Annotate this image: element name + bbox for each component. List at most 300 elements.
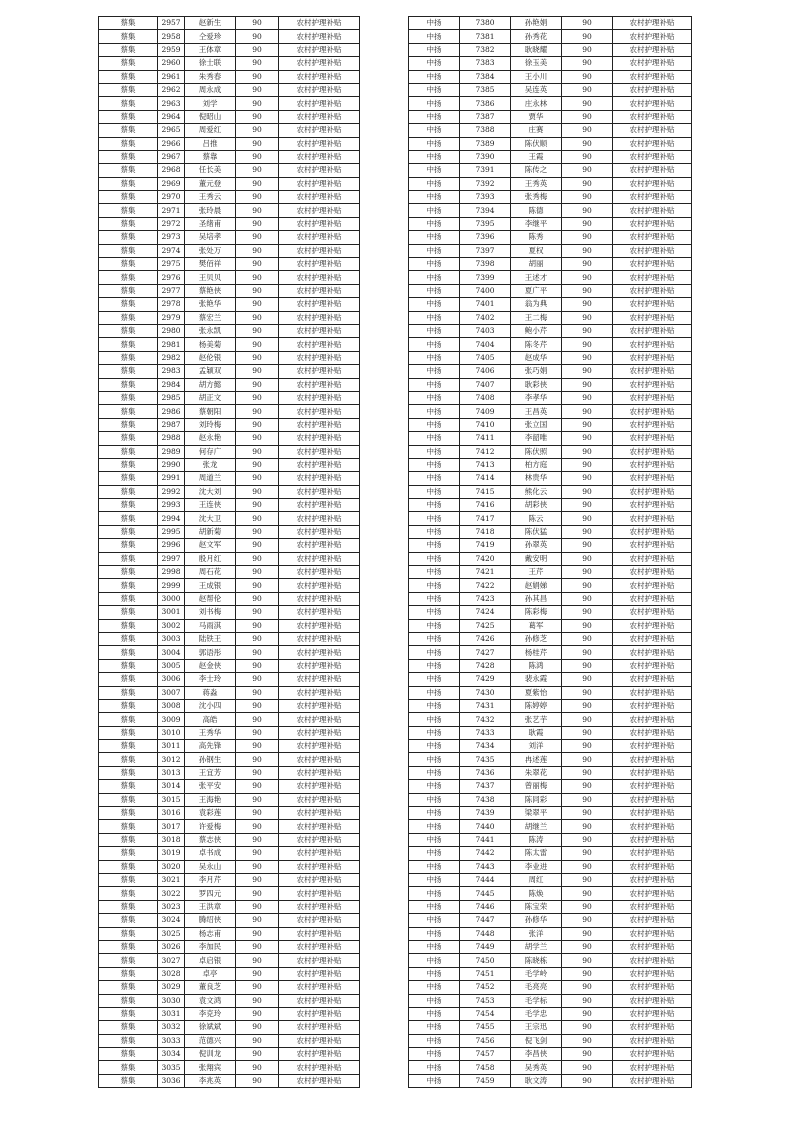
type-cell: 农村护理补贴 (613, 445, 692, 458)
table-row (409, 659, 692, 672)
town-cell: 中扬 (409, 217, 460, 230)
town-cell: 中扬 (409, 177, 460, 190)
amount-cell: 90 (236, 874, 279, 887)
table-row (409, 499, 692, 512)
id-cell: 2995 (158, 525, 185, 538)
amount-cell: 90 (236, 860, 279, 873)
type-cell: 农村护理补贴 (279, 472, 360, 485)
type-cell: 农村护理补贴 (279, 150, 360, 163)
type-cell: 农村护理补贴 (613, 324, 692, 337)
type-cell: 农村护理补贴 (613, 124, 692, 137)
amount-cell: 90 (236, 97, 279, 110)
town-cell: 蔡集 (99, 753, 158, 766)
id-cell: 7435 (460, 753, 511, 766)
name-cell: 高皓 (185, 713, 236, 726)
town-cell: 蔡集 (99, 981, 158, 994)
type-cell: 农村护理补贴 (279, 365, 360, 378)
id-cell: 3033 (158, 1034, 185, 1047)
name-cell: 周石花 (185, 566, 236, 579)
amount-cell: 90 (562, 940, 613, 953)
type-cell: 农村护理补贴 (279, 699, 360, 712)
town-cell: 蔡集 (99, 659, 158, 672)
amount-cell: 90 (236, 110, 279, 123)
name-cell: 梁翠平 (511, 807, 562, 820)
type-cell: 农村护理补贴 (613, 1007, 692, 1020)
table-row (99, 485, 360, 498)
amount-cell: 90 (562, 632, 613, 645)
amount-cell: 90 (236, 847, 279, 860)
amount-cell: 90 (562, 1048, 613, 1061)
id-cell: 7459 (460, 1074, 511, 1087)
table-row (409, 994, 692, 1007)
table-row (99, 365, 360, 378)
table-row (409, 204, 692, 217)
town-cell: 中扬 (409, 418, 460, 431)
name-cell: 林贵华 (511, 472, 562, 485)
name-cell: 吕推 (185, 137, 236, 150)
town-cell: 中扬 (409, 740, 460, 753)
id-cell: 7434 (460, 740, 511, 753)
name-cell: 徐斌斌 (185, 1021, 236, 1034)
table-row (409, 713, 692, 726)
town-cell: 蔡集 (99, 311, 158, 324)
type-cell: 农村护理补贴 (279, 164, 360, 177)
name-cell: 樊佰祥 (185, 258, 236, 271)
name-cell: 沈小四 (185, 699, 236, 712)
amount-cell: 90 (562, 713, 613, 726)
table-row (409, 445, 692, 458)
name-cell: 袁彩莲 (185, 807, 236, 820)
amount-cell: 90 (562, 298, 613, 311)
table-row (99, 632, 360, 645)
amount-cell: 90 (236, 30, 279, 43)
id-cell: 2969 (158, 177, 185, 190)
amount-cell: 90 (236, 445, 279, 458)
town-cell: 蔡集 (99, 1007, 158, 1020)
name-cell: 王小川 (511, 70, 562, 83)
name-cell: 李继平 (511, 217, 562, 230)
table-row (409, 874, 692, 887)
id-cell: 3022 (158, 887, 185, 900)
id-cell: 7449 (460, 940, 511, 953)
type-cell: 农村护理补贴 (613, 606, 692, 619)
type-cell: 农村护理补贴 (279, 231, 360, 244)
table-row (409, 191, 692, 204)
type-cell: 农村护理补贴 (613, 365, 692, 378)
type-cell: 农村护理补贴 (613, 17, 692, 30)
name-cell: 李孝华 (511, 391, 562, 404)
id-cell: 2973 (158, 231, 185, 244)
name-cell: 耿文涛 (511, 1074, 562, 1087)
town-cell: 蔡集 (99, 17, 158, 30)
type-cell: 农村护理补贴 (279, 499, 360, 512)
id-cell: 2988 (158, 432, 185, 445)
table-row (409, 552, 692, 565)
id-cell: 7431 (460, 699, 511, 712)
name-cell: 卓书成 (185, 847, 236, 860)
amount-cell: 90 (562, 191, 613, 204)
town-cell: 蔡集 (99, 1048, 158, 1061)
id-cell: 7410 (460, 418, 511, 431)
name-cell: 张翔宾 (185, 1061, 236, 1074)
name-cell: 倪飞剑 (511, 1034, 562, 1047)
name-cell: 赵永艳 (185, 432, 236, 445)
table-row (99, 177, 360, 190)
amount-cell: 90 (236, 967, 279, 980)
id-cell: 2977 (158, 284, 185, 297)
table-row (409, 686, 692, 699)
name-cell: 高先锋 (185, 740, 236, 753)
amount-cell: 90 (562, 83, 613, 96)
id-cell: 7445 (460, 887, 511, 900)
id-cell: 7417 (460, 512, 511, 525)
amount-cell: 90 (562, 673, 613, 686)
type-cell: 农村护理补贴 (613, 726, 692, 739)
id-cell: 3027 (158, 954, 185, 967)
town-cell: 蔡集 (99, 807, 158, 820)
id-cell: 7456 (460, 1034, 511, 1047)
id-cell: 3000 (158, 592, 185, 605)
type-cell: 农村护理补贴 (279, 686, 360, 699)
id-cell: 7411 (460, 432, 511, 445)
id-cell: 3018 (158, 833, 185, 846)
type-cell: 农村护理补贴 (279, 445, 360, 458)
type-cell: 农村护理补贴 (613, 981, 692, 994)
town-cell: 蔡集 (99, 566, 158, 579)
town-cell: 中扬 (409, 124, 460, 137)
type-cell: 农村护理补贴 (279, 30, 360, 43)
name-cell: 曾丽梅 (511, 780, 562, 793)
town-cell: 中扬 (409, 311, 460, 324)
table-row (99, 124, 360, 137)
table-row (99, 539, 360, 552)
name-cell: 蔡朝阳 (185, 405, 236, 418)
table-row (409, 405, 692, 418)
table-row (409, 164, 692, 177)
name-cell: 胡方懿 (185, 378, 236, 391)
town-cell: 中扬 (409, 874, 460, 887)
id-cell: 7430 (460, 686, 511, 699)
town-cell: 蔡集 (99, 740, 158, 753)
id-cell: 3029 (158, 981, 185, 994)
town-cell: 中扬 (409, 97, 460, 110)
name-cell: 张处万 (185, 244, 236, 257)
type-cell: 农村护理补贴 (279, 1034, 360, 1047)
amount-cell: 90 (562, 994, 613, 1007)
type-cell: 农村护理补贴 (613, 646, 692, 659)
type-cell: 农村护理补贴 (279, 820, 360, 833)
type-cell: 农村护理补贴 (613, 552, 692, 565)
id-cell: 7394 (460, 204, 511, 217)
town-cell: 中扬 (409, 432, 460, 445)
amount-cell: 90 (236, 378, 279, 391)
town-cell: 中扬 (409, 30, 460, 43)
name-cell: 范德兴 (185, 1034, 236, 1047)
amount-cell: 90 (236, 753, 279, 766)
amount-cell: 90 (236, 391, 279, 404)
table-row (409, 860, 692, 873)
id-cell: 7400 (460, 284, 511, 297)
amount-cell: 90 (562, 271, 613, 284)
type-cell: 农村护理补贴 (613, 967, 692, 980)
name-cell: 杨美菊 (185, 338, 236, 351)
amount-cell: 90 (562, 860, 613, 873)
type-cell: 农村护理补贴 (279, 766, 360, 779)
amount-cell: 90 (562, 378, 613, 391)
amount-cell: 90 (236, 231, 279, 244)
type-cell: 农村护理补贴 (613, 217, 692, 230)
name-cell: 赵娟娣 (511, 579, 562, 592)
table-row (99, 940, 360, 953)
town-cell: 蔡集 (99, 378, 158, 391)
id-cell: 2999 (158, 579, 185, 592)
town-cell: 蔡集 (99, 231, 158, 244)
town-cell: 中扬 (409, 1048, 460, 1061)
id-cell: 7395 (460, 217, 511, 230)
id-cell: 7442 (460, 847, 511, 860)
amount-cell: 90 (562, 365, 613, 378)
town-cell: 中扬 (409, 820, 460, 833)
type-cell: 农村护理补贴 (279, 57, 360, 70)
type-cell: 农村护理补贴 (279, 458, 360, 471)
town-cell: 蔡集 (99, 860, 158, 873)
id-cell: 2986 (158, 405, 185, 418)
type-cell: 农村护理补贴 (279, 525, 360, 538)
town-cell: 中扬 (409, 458, 460, 471)
amount-cell: 90 (236, 271, 279, 284)
table-row (409, 351, 692, 364)
town-cell: 蔡集 (99, 927, 158, 940)
table-row (409, 177, 692, 190)
type-cell: 农村护理补贴 (279, 887, 360, 900)
id-cell: 3023 (158, 900, 185, 913)
id-cell: 7427 (460, 646, 511, 659)
type-cell: 农村护理补贴 (279, 740, 360, 753)
type-cell: 农村护理补贴 (613, 900, 692, 913)
town-cell: 中扬 (409, 244, 460, 257)
type-cell: 农村护理补贴 (613, 686, 692, 699)
type-cell: 农村护理补贴 (613, 539, 692, 552)
id-cell: 7396 (460, 231, 511, 244)
town-cell: 中扬 (409, 632, 460, 645)
name-cell: 孙其昌 (511, 592, 562, 605)
type-cell: 农村护理补贴 (613, 43, 692, 56)
table-row (99, 298, 360, 311)
type-cell: 农村护理补贴 (279, 726, 360, 739)
table-row (409, 566, 692, 579)
table-row (99, 1061, 360, 1074)
type-cell: 农村护理补贴 (613, 753, 692, 766)
table-row (409, 726, 692, 739)
table-row (99, 70, 360, 83)
amount-cell: 90 (562, 552, 613, 565)
amount-cell: 90 (562, 1074, 613, 1087)
id-cell: 2981 (158, 338, 185, 351)
town-cell: 蔡集 (99, 70, 158, 83)
town-cell: 中扬 (409, 1034, 460, 1047)
table-row (409, 940, 692, 953)
table-row (99, 137, 360, 150)
town-cell: 中扬 (409, 338, 460, 351)
type-cell: 农村护理补贴 (613, 766, 692, 779)
name-cell: 陈德 (511, 204, 562, 217)
name-cell: 孙艳娟 (511, 17, 562, 30)
amount-cell: 90 (236, 485, 279, 498)
table-row (99, 57, 360, 70)
id-cell: 3011 (158, 740, 185, 753)
name-cell: 张艳华 (185, 298, 236, 311)
town-cell: 中扬 (409, 57, 460, 70)
name-cell: 任长美 (185, 164, 236, 177)
town-cell: 中扬 (409, 231, 460, 244)
town-cell: 蔡集 (99, 1021, 158, 1034)
table-row (409, 1074, 692, 1087)
type-cell: 农村护理补贴 (279, 659, 360, 672)
amount-cell: 90 (562, 43, 613, 56)
type-cell: 农村护理补贴 (279, 1061, 360, 1074)
id-cell: 7447 (460, 914, 511, 927)
type-cell: 农村护理补贴 (279, 713, 360, 726)
table-row (99, 713, 360, 726)
amount-cell: 90 (562, 927, 613, 940)
town-cell: 蔡集 (99, 646, 158, 659)
type-cell: 农村护理补贴 (279, 298, 360, 311)
id-cell: 7454 (460, 1007, 511, 1020)
town-cell: 蔡集 (99, 1061, 158, 1074)
town-cell: 中扬 (409, 954, 460, 967)
name-cell: 蔡宏兰 (185, 311, 236, 324)
name-cell: 马雨淇 (185, 619, 236, 632)
name-cell: 郭语彤 (185, 646, 236, 659)
amount-cell: 90 (562, 954, 613, 967)
type-cell: 农村护理补贴 (279, 646, 360, 659)
town-cell: 蔡集 (99, 499, 158, 512)
amount-cell: 90 (562, 258, 613, 271)
amount-cell: 90 (562, 244, 613, 257)
id-cell: 2989 (158, 445, 185, 458)
amount-cell: 90 (562, 740, 613, 753)
type-cell: 农村护理补贴 (613, 432, 692, 445)
type-cell: 农村护理补贴 (613, 191, 692, 204)
amount-cell: 90 (562, 458, 613, 471)
table-row (409, 324, 692, 337)
town-cell: 蔡集 (99, 458, 158, 471)
id-cell: 3008 (158, 699, 185, 712)
amount-cell: 90 (236, 17, 279, 30)
name-cell: 王秀英 (511, 177, 562, 190)
amount-cell: 90 (562, 57, 613, 70)
id-cell: 7444 (460, 874, 511, 887)
name-cell: 胡正文 (185, 391, 236, 404)
amount-cell: 90 (562, 793, 613, 806)
town-cell: 中扬 (409, 137, 460, 150)
name-cell: 胡继兰 (511, 820, 562, 833)
table-row (409, 646, 692, 659)
table-row (409, 124, 692, 137)
id-cell: 7419 (460, 539, 511, 552)
town-cell: 蔡集 (99, 847, 158, 860)
name-cell: 周永成 (185, 83, 236, 96)
name-cell: 赵帮伦 (185, 592, 236, 605)
name-cell: 袁文鸿 (185, 994, 236, 1007)
amount-cell: 90 (562, 391, 613, 404)
right-subsidy-table (408, 16, 692, 1088)
name-cell: 沈大刘 (185, 485, 236, 498)
town-cell: 蔡集 (99, 592, 158, 605)
name-cell: 胡彩侠 (511, 499, 562, 512)
type-cell: 农村护理补贴 (279, 552, 360, 565)
id-cell: 2975 (158, 258, 185, 271)
name-cell: 翁为典 (511, 298, 562, 311)
name-cell: 陈婷婷 (511, 699, 562, 712)
type-cell: 农村护理补贴 (613, 150, 692, 163)
town-cell: 中扬 (409, 606, 460, 619)
id-cell: 7390 (460, 150, 511, 163)
amount-cell: 90 (236, 954, 279, 967)
id-cell: 3017 (158, 820, 185, 833)
town-cell: 中扬 (409, 472, 460, 485)
name-cell: 周爱红 (185, 124, 236, 137)
table-row (99, 1021, 360, 1034)
town-cell: 蔡集 (99, 217, 158, 230)
name-cell: 张秀梅 (511, 191, 562, 204)
town-cell: 蔡集 (99, 793, 158, 806)
amount-cell: 90 (562, 914, 613, 927)
name-cell: 刘洋 (511, 740, 562, 753)
town-cell: 中扬 (409, 686, 460, 699)
amount-cell: 90 (236, 365, 279, 378)
table-row (99, 619, 360, 632)
type-cell: 农村护理补贴 (613, 391, 692, 404)
name-cell: 张龙 (185, 458, 236, 471)
type-cell: 农村护理补贴 (613, 592, 692, 605)
name-cell: 葛军 (511, 619, 562, 632)
type-cell: 农村护理补贴 (613, 418, 692, 431)
town-cell: 中扬 (409, 351, 460, 364)
amount-cell: 90 (562, 659, 613, 672)
table-row (99, 1048, 360, 1061)
type-cell: 农村护理补贴 (613, 740, 692, 753)
town-cell: 蔡集 (99, 338, 158, 351)
name-cell: 张巧娟 (511, 365, 562, 378)
table-row (99, 900, 360, 913)
amount-cell: 90 (562, 619, 613, 632)
id-cell: 2961 (158, 70, 185, 83)
type-cell: 农村护理补贴 (279, 83, 360, 96)
table-row (409, 418, 692, 431)
table-row (99, 699, 360, 712)
town-cell: 蔡集 (99, 110, 158, 123)
id-cell: 3035 (158, 1061, 185, 1074)
amount-cell: 90 (236, 619, 279, 632)
type-cell: 农村护理补贴 (613, 458, 692, 471)
type-cell: 农村护理补贴 (279, 539, 360, 552)
table-row (409, 70, 692, 83)
table-row (99, 566, 360, 579)
table-row (409, 820, 692, 833)
name-cell: 孙翠英 (511, 539, 562, 552)
town-cell: 蔡集 (99, 713, 158, 726)
table-row (99, 807, 360, 820)
name-cell: 夏广平 (511, 284, 562, 297)
id-cell: 7413 (460, 458, 511, 471)
amount-cell: 90 (562, 472, 613, 485)
type-cell: 农村护理补贴 (279, 592, 360, 605)
id-cell: 7398 (460, 258, 511, 271)
id-cell: 2959 (158, 43, 185, 56)
amount-cell: 90 (562, 1034, 613, 1047)
amount-cell: 90 (562, 445, 613, 458)
